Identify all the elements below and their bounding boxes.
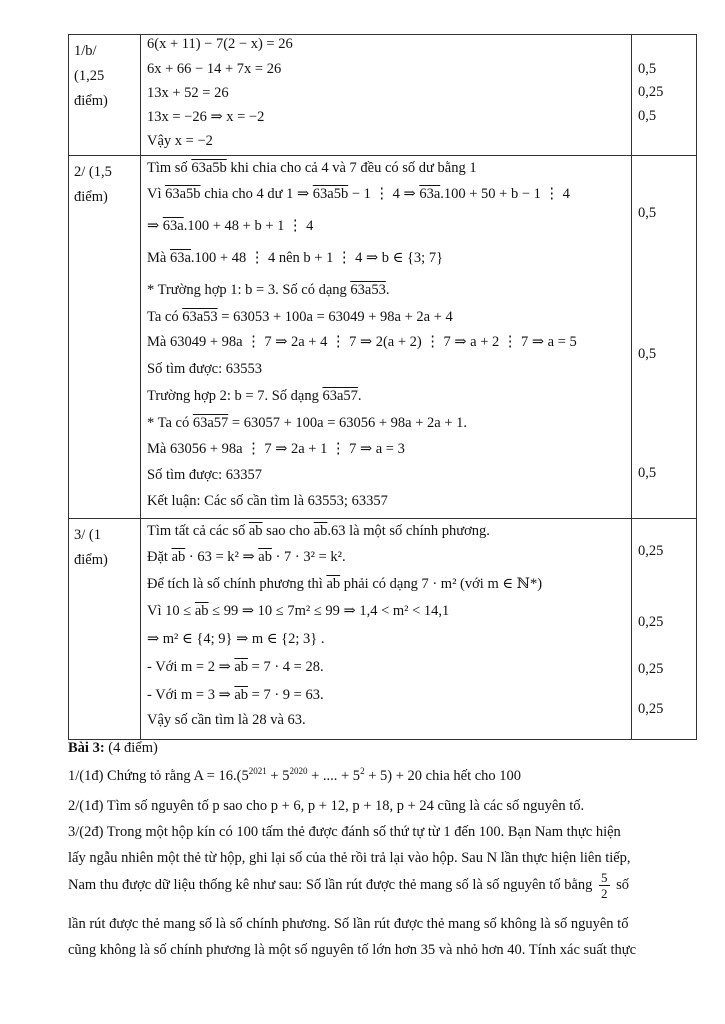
question-3-line: lần rút được thẻ mang số là số chính phương. Số lần rút được thẻ mang số không là số nguyên tố xyxy=(68,916,629,932)
overline-number: $\overline{ab}$ xyxy=(194,603,209,619)
score: 0,25 xyxy=(638,701,664,717)
text: số xyxy=(616,876,630,893)
question-1 xyxy=(68,766,698,785)
text: Vì 10 ≤ xyxy=(147,603,192,619)
row-score xyxy=(632,35,697,156)
text-line xyxy=(147,309,453,326)
overline-number: 63a5b xyxy=(191,160,227,176)
text: + .... + 5 xyxy=(307,767,361,784)
overline-number: 63a5b xyxy=(312,186,349,202)
overline-number: $\overline{ab}$ xyxy=(313,523,328,539)
overline-number: $\overline{ab}$ xyxy=(171,549,186,565)
text: * Ta có xyxy=(147,415,190,431)
text: + 5 xyxy=(266,767,290,784)
score: 0,25 xyxy=(638,661,664,677)
equation-line: Mà 63056 + 98a ⋮ 7 ⇒ 2a + 1 ⋮ 7 ⇒ a = 3 xyxy=(147,441,405,457)
row-content xyxy=(141,519,632,740)
text: Để tích là số chính phương thì xyxy=(147,576,323,592)
score: 0,5 xyxy=(638,108,657,124)
text: ) + 20 chia hết cho 100 xyxy=(387,767,522,784)
text: sao cho xyxy=(266,523,311,539)
row-score xyxy=(632,519,697,740)
row-content xyxy=(141,35,632,156)
text: .100 + 50 + b − 1 ⋮ 4 xyxy=(440,186,570,202)
text: 1/(1đ) Chứng tỏ rằng A = 16.( xyxy=(68,767,242,784)
text-line xyxy=(147,603,449,620)
text: Trường hợp 2: b = 7. Số dạng xyxy=(147,388,319,404)
denominator: 2 xyxy=(601,886,608,901)
text: Vì xyxy=(147,186,162,202)
score: 0,25 xyxy=(638,84,664,100)
text-line: Trường hợp 2: b = 7. Số dạng 63a57. xyxy=(147,388,362,404)
question-3-line: lấy ngẫu nhiên một thẻ từ hộp, ghi lại số của thẻ rồi trả lại vào hộp. Sau N lần thực hiện liên tiếp, xyxy=(68,850,631,866)
text: .63 là một số chính phương. xyxy=(327,523,490,539)
section-heading xyxy=(68,740,698,757)
table-row xyxy=(69,156,697,519)
text: Ta có xyxy=(147,309,179,325)
text: = 7 · 9 = 63. xyxy=(251,687,324,703)
row-content xyxy=(141,156,632,519)
text: Đặt xyxy=(147,549,168,565)
text-line xyxy=(147,160,477,177)
table-row xyxy=(69,519,697,740)
overline-number: 63a53 xyxy=(350,282,386,298)
table-row xyxy=(69,35,697,156)
overline-number: 63a5b xyxy=(165,186,201,202)
text: khi chia cho cả 4 và 7 đều có số dư bằng 1 xyxy=(230,160,477,176)
score: 0,5 xyxy=(638,346,657,362)
overline-number: 63a xyxy=(169,250,191,266)
score: 0,5 xyxy=(638,61,657,77)
row-score xyxy=(632,156,697,519)
numerator: 5 xyxy=(601,870,608,885)
text: chia cho 4 dư 1 ⇒ xyxy=(204,186,310,202)
text-line: Số tìm được: 63553 xyxy=(147,361,263,377)
question-3-line xyxy=(68,870,698,901)
score: 0,5 xyxy=(638,205,657,221)
question-3-line: 3/(2đ) Trong một hộp kín có 100 tấm thẻ được đánh số thứ tự từ 1 đến 100. Bạn Nam thực hiện xyxy=(68,824,621,840)
text: = 63053 + 100a = 63049 + 98a + 2a + 4 xyxy=(221,309,453,325)
text: − 1 ⋮ 4 ⇒ xyxy=(351,186,416,202)
exponent: 2021 xyxy=(248,766,267,776)
text-line xyxy=(147,549,346,566)
overline-number: $\overline{ab}$ xyxy=(234,659,249,675)
equation-line: 13x = −26 ⇒ x = −2 xyxy=(147,109,265,125)
text: phải có dạng 7 · m² (với m ∈ ℕ*) xyxy=(343,576,543,592)
exponent: 2020 xyxy=(289,766,308,776)
text-line xyxy=(147,576,542,593)
text: Mà xyxy=(147,250,167,266)
score: 0,25 xyxy=(638,614,664,630)
overline-number: 63a xyxy=(419,186,441,202)
question-3-line: cũng không là số chính phương là một số nguyên tố lớn hơn 35 và nhỏ hơn 40. Tính xác suất thực xyxy=(68,942,637,958)
text: - Với m = 2 ⇒ xyxy=(147,659,231,675)
text: + 5 xyxy=(364,767,388,784)
section-points: (4 điểm) xyxy=(108,740,158,756)
text: Nam thu được dữ liệu thống kê như sau: Số lần rút được thẻ mang số là số nguyên tố bằng xyxy=(68,876,593,893)
text: .100 + 48 + b + 1 ⋮ 4 xyxy=(183,218,314,234)
text-line xyxy=(147,659,324,676)
row-label xyxy=(69,35,141,156)
text-line: Số tìm được: 63357 xyxy=(147,467,263,483)
text-line: * Trường hợp 1: b = 3. Số có dạng 63a53. xyxy=(147,282,390,298)
score: 0,25 xyxy=(638,543,664,559)
overline-number: 63a57 xyxy=(322,388,358,404)
question-2: 2/(1đ) Tìm số nguyên tố p sao cho p + 6, p + 12, p + 18, p + 24 cũng là các số nguyên tố. xyxy=(68,798,585,814)
label-line: điểm) xyxy=(74,93,108,109)
text: ⇒ xyxy=(147,218,160,234)
text: ≤ 99 ⇒ 10 ≤ 7m² ≤ 99 ⇒ 1,4 < m² < 14,1 xyxy=(212,603,450,619)
text-line xyxy=(147,250,443,267)
label-line: 3/ (1 xyxy=(74,527,101,543)
overline-number: $\overline{ab}$ xyxy=(248,523,263,539)
fraction xyxy=(599,870,610,901)
label-line: điểm) xyxy=(74,552,108,568)
equation-line: 13x + 52 = 26 xyxy=(147,85,229,101)
section-title: Bài 3: xyxy=(68,740,105,756)
text: = 7 · 4 = 28. xyxy=(251,659,324,675)
text: · 63 = k² ⇒ xyxy=(188,549,255,565)
text: 5 xyxy=(241,767,249,784)
equation-line: Vậy x = −2 xyxy=(147,133,213,149)
overline-number: 63a53 xyxy=(182,309,218,325)
row-label xyxy=(69,156,141,519)
score: 0,5 xyxy=(638,465,657,481)
equation-line: 6x + 66 − 14 + 7x = 26 xyxy=(147,61,282,77)
label-line: 1/b/ xyxy=(74,43,97,59)
overline-number: 63a xyxy=(162,218,184,234)
text-line xyxy=(147,415,467,432)
text-line xyxy=(147,218,313,235)
equation-line: ⇒ m² ∈ {4; 9} ⇒ m ∈ {2; 3} . xyxy=(147,631,325,647)
label-line: 2/ (1,5 xyxy=(74,164,112,180)
overline-number: 63a57 xyxy=(192,415,229,431)
text: Tìm số xyxy=(147,160,188,176)
text: .100 + 48 ⋮ 4 nên b + 1 ⋮ 4 ⇒ b ∈ {3; 7} xyxy=(190,250,444,266)
overline-number: $\overline{ab}$ xyxy=(326,576,341,592)
text: Tìm tất cả các số xyxy=(147,523,246,539)
text: * Trường hợp 1: b = 3. Số có dạng xyxy=(147,282,347,298)
label-line: (1,25 xyxy=(74,68,105,84)
text-line xyxy=(147,687,324,704)
text: · 7 · 3² = k². xyxy=(275,549,346,565)
text: = 63057 + 100a = 63056 + 98a + 2a + 1. xyxy=(231,415,468,431)
text-line xyxy=(147,186,570,203)
text: - Với m = 3 ⇒ xyxy=(147,687,231,703)
solution-table xyxy=(68,34,697,740)
equation-line: Mà 63049 + 98a ⋮ 7 ⇒ 2a + 4 ⋮ 7 ⇒ 2(a + 2) ⋮ 7 ⇒ a + 2 ⋮ 7 ⇒ a = 5 xyxy=(147,334,577,350)
row-label xyxy=(69,519,141,740)
overline-number: $\overline{ab}$ xyxy=(258,549,272,565)
equation-line: 6(x + 11) − 7(2 − x) = 26 xyxy=(147,36,293,52)
text-line: Kết luận: Các số cần tìm là 63553; 63357 xyxy=(147,493,388,509)
exponent: 2 xyxy=(360,766,365,776)
text-line xyxy=(147,523,490,540)
overline-number: $\overline{ab}$ xyxy=(234,687,249,703)
text-line: Vậy số cần tìm là 28 và 63. xyxy=(147,712,306,728)
label-line: điểm) xyxy=(74,189,108,205)
